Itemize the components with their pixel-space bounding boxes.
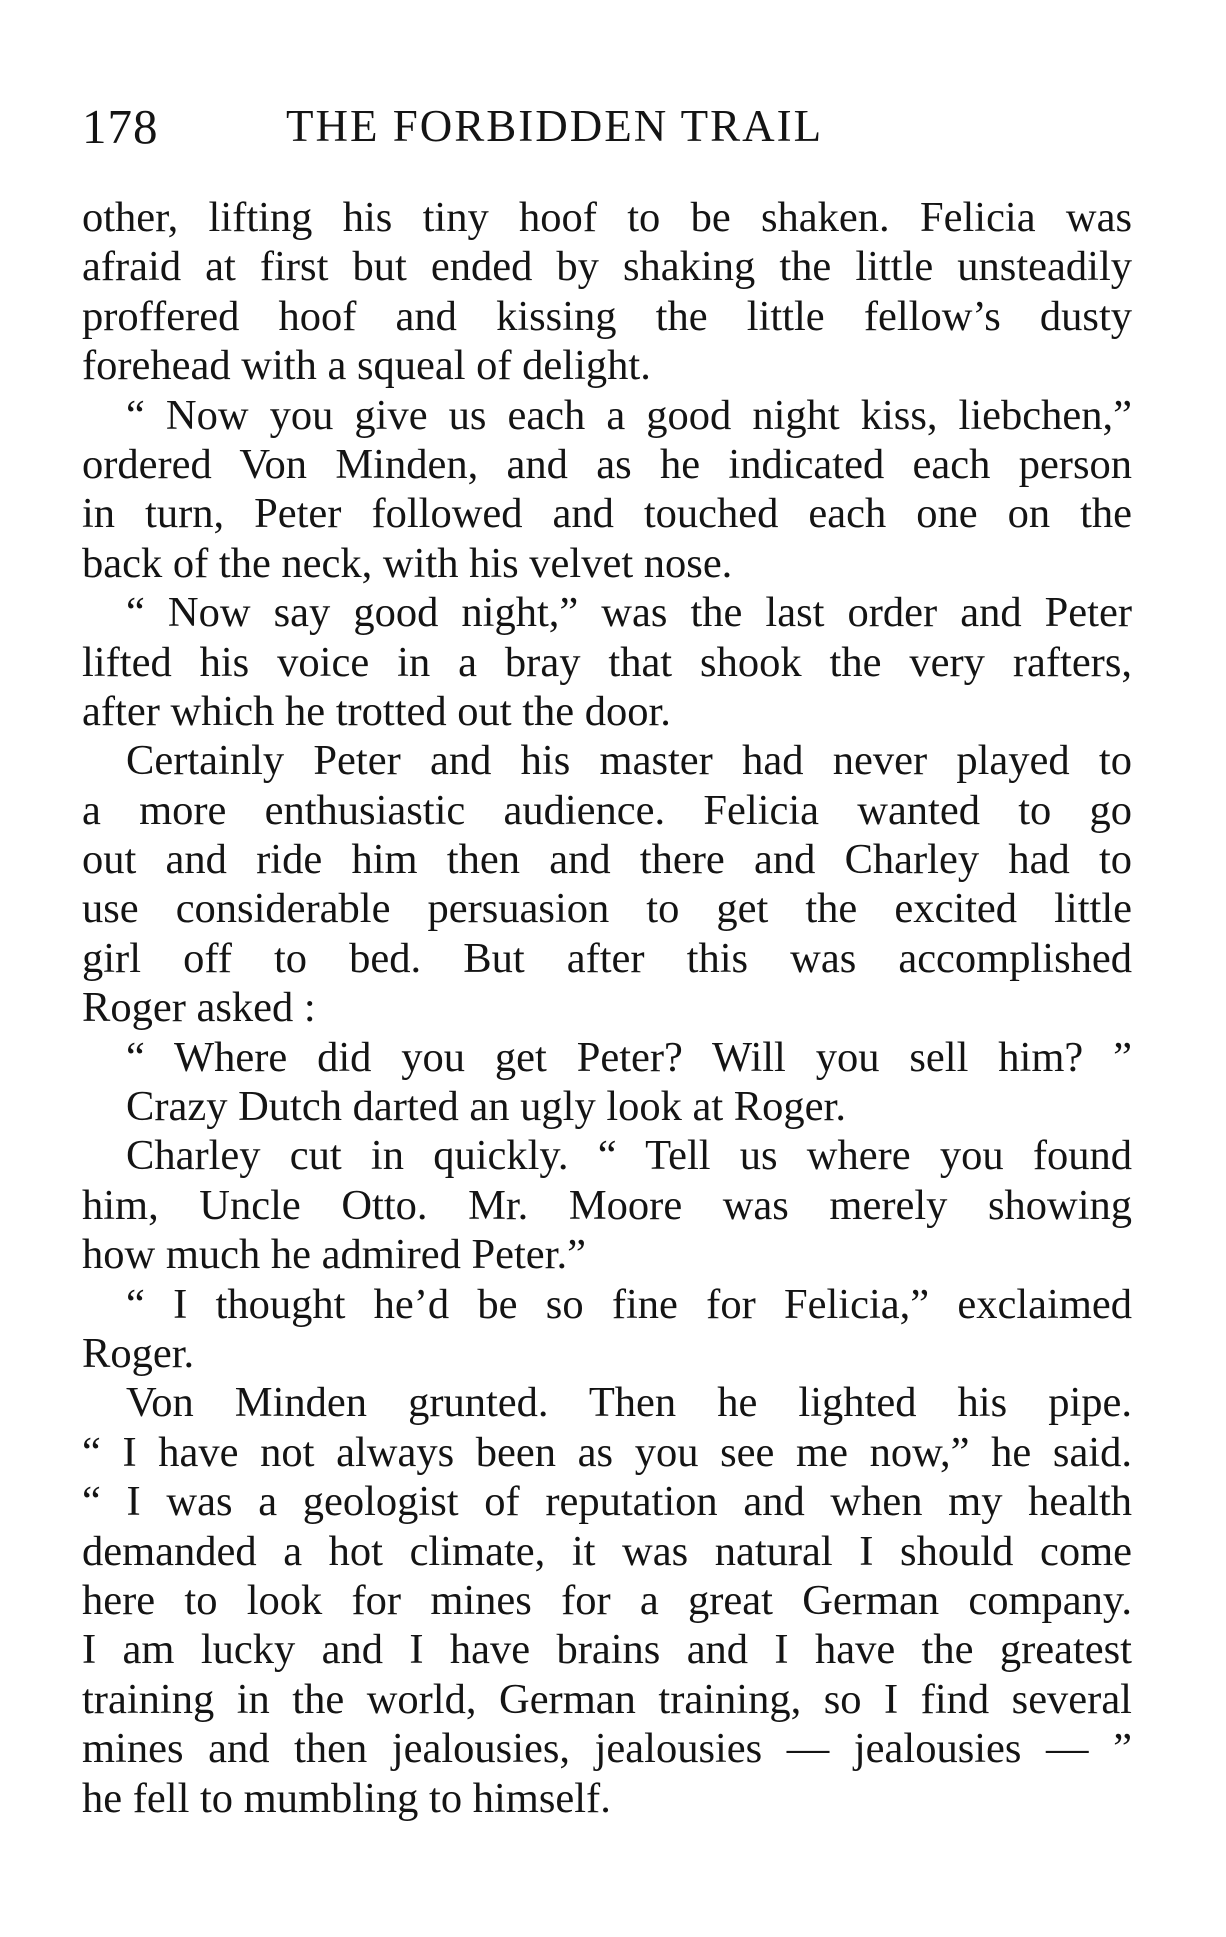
text-line: training in the world, German training, so I find several	[82, 1675, 1132, 1723]
text-line: forehead with a squeal of delight.	[82, 342, 651, 390]
text-line: Roger asked :	[82, 984, 316, 1032]
text-line: proffered hoof and kissing the little fellow’s dusty	[82, 292, 1132, 340]
text-line: in turn, Peter followed and touched each one on the	[82, 490, 1132, 538]
text-line: use considerable persuasion to get the excited little	[82, 885, 1132, 933]
text-line: Crazy Dutch darted an ugly look at Roger.	[126, 1083, 846, 1131]
text-line: afraid at first but ended by shaking the little unsteadily	[82, 243, 1132, 291]
body-text	[82, 193, 1132, 1823]
text-line: lifted his voice in a bray that shook the very rafters,	[82, 638, 1132, 686]
text-line: back of the neck, with his velvet nose.	[82, 539, 733, 587]
text-line: Roger.	[82, 1329, 195, 1377]
text-line: I am lucky and I have brains and I have the greatest	[82, 1626, 1132, 1674]
page-header	[82, 98, 1132, 158]
text-line: after which he trotted out the door.	[82, 687, 671, 735]
text-line: “ I was a geologist of reputation and when my health	[82, 1478, 1132, 1526]
text-line: girl off to bed. But after this was accomplished	[82, 934, 1132, 982]
text-line: a more enthusiastic audience. Felicia wanted to go	[82, 786, 1132, 834]
page-number: 178	[82, 99, 159, 154]
text-line: he fell to mumbling to himself.	[82, 1774, 611, 1822]
text-line: Von Minden grunted. Then he lighted his pipe.	[126, 1379, 1132, 1427]
text-line: here to look for mines for a great German company.	[82, 1576, 1132, 1624]
text-line: out and ride him then and there and Charley had to	[82, 836, 1132, 884]
text-line: “ Now say good night,” was the last order and Peter	[126, 589, 1132, 637]
text-line: Charley cut in quickly. “ Tell us where you found	[126, 1132, 1132, 1180]
text-line: “ Now you give us each a good night kiss, liebchen,”	[126, 391, 1132, 439]
text-line: other, lifting his tiny hoof to be shaken. Felicia was	[82, 194, 1132, 241]
text-line: mines and then jealousies, jealousies — jealousies — ”	[82, 1725, 1132, 1773]
text-line: Certainly Peter and his master had never played to	[126, 737, 1132, 785]
text-line: “ Where did you get Peter? Will you sell him? ”	[126, 1033, 1132, 1081]
text-line: demanded a hot climate, it was natural I should come	[82, 1527, 1132, 1575]
running-title: THE FORBIDDEN TRAIL	[286, 101, 824, 151]
text-line: how much he admired Peter.”	[82, 1231, 586, 1279]
text-line: ordered Von Minden, and as he indicated each person	[82, 440, 1132, 488]
text-line: him, Uncle Otto. Mr. Moore was merely showing	[82, 1181, 1132, 1229]
text-line: “ I have not always been as you see me now,” he said.	[82, 1428, 1132, 1476]
text-line: “ I thought he’d be so fine for Felicia,” exclaimed	[126, 1280, 1132, 1328]
